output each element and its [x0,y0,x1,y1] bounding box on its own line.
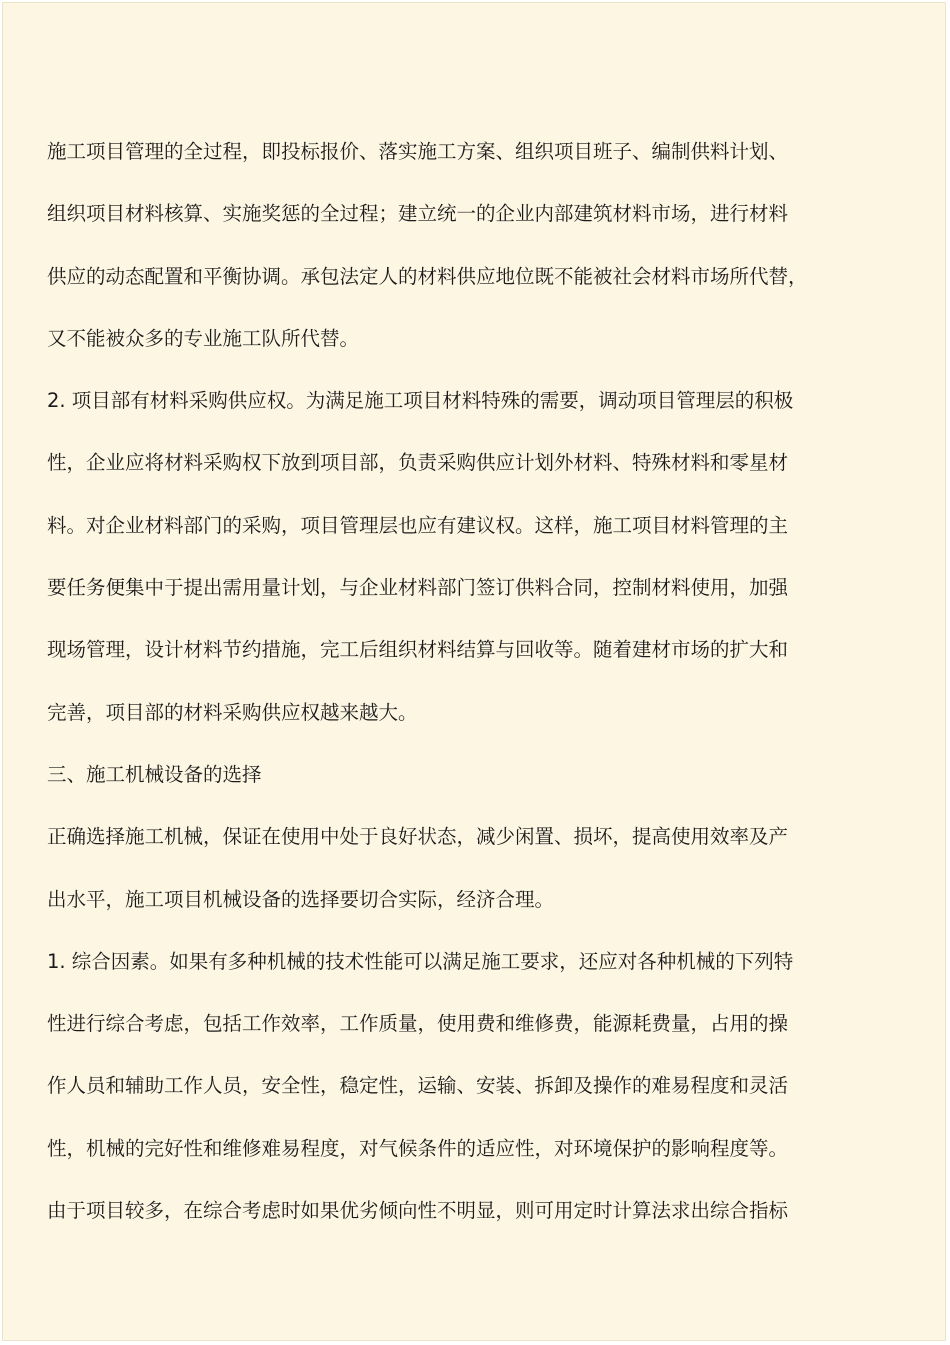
text-line: 性进行综合考虑，包括工作效率，工作质量，使用费和维修费，能源耗费量，占用的操 [47,1012,789,1036]
text-line: 现场管理，设计材料节约措施，完工后组织材料结算与回收等。随着建材市场的扩大和 [47,638,789,662]
text-line: 完善，项目部的材料采购供应权越来越大。 [47,700,418,724]
text-line: 料。对企业材料部门的采购，项目管理层也应有建议权。这样，施工项目材料管理的主 [47,513,789,537]
text-line: 2. 项目部有材料采购供应权。为满足施工项目材料特殊的需要，调动项目管理层的积极 [47,389,794,413]
text-line: 又不能被众多的专业施工队所代替。 [47,326,360,350]
text-line: 性，企业应将材料采购权下放到项目部，负责采购供应计划外材料、特殊材料和零星材 [47,451,789,475]
document-body [47,121,847,1242]
document-page [2,2,946,1341]
text-line: 要任务便集中于提出需用量计划，与企业材料部门签订供料合同，控制材料使用，加强 [47,576,789,600]
text-line: 正确选择施工机械，保证在使用中处于良好状态，减少闲置、损坏，提高使用效率及产 [47,825,789,849]
text-line: 出水平，施工项目机械设备的选择要切合实际，经济合理。 [47,887,555,911]
text-line: 组织项目材料核算、实施奖惩的全过程；建立统一的企业内部建筑材料市场，进行材料 [47,202,789,226]
text-line: 由于项目较多，在综合考虑时如果优劣倾向性不明显，则可用定时计算法求出综合指标 [47,1199,789,1223]
text-line: 供应的动态配置和平衡协调。承包法定人的材料供应地位既不能被社会材料市场所代替， [47,264,808,288]
text-line: 1. 综合因素。如果有多种机械的技术性能可以满足施工要求，还应对各种机械的下列特 [47,949,794,973]
text-line: 性，机械的完好性和维修难易程度，对气候条件的适应性，对环境保护的影响程度等。 [47,1136,789,1160]
text-line: 施工项目管理的全过程，即投标报价、落实施工方案、组织项目班子、编制供料计划、 [47,140,789,163]
section-heading: 三、施工机械设备的选择 [47,762,262,786]
text-line: 作人员和辅助工作人员，安全性，稳定性，运输、安装、拆卸及操作的难易程度和灵活 [47,1074,789,1098]
